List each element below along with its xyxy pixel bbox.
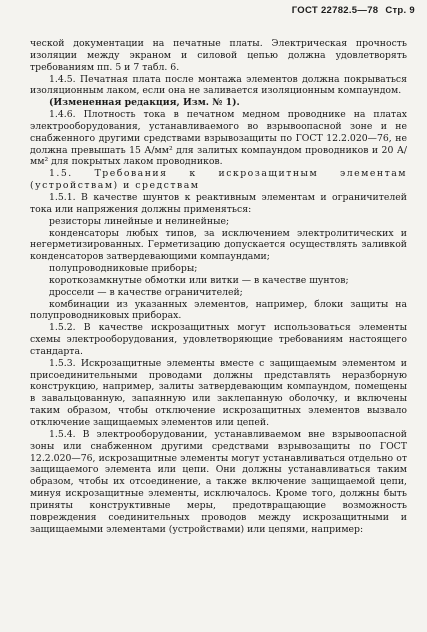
list-item-chokes: дроссели — в качестве ограничителей; [49,286,243,298]
clause-1-5-3: 1.5.3. Искрозащитные элементы вместе с защищаемым элементом и присоединительными проводами должны представлять неразборную конструкцию, например, залиты затвердевающим компаундом, помещены в завальцованную, запаянную или заклепанную оболочку, и включены таким образом, чтобы отключение искрозащитных элементов вызвало отключение защищаемых элементов или цепей. [30,357,407,428]
standard-number: ГОСТ 22782.5—78 [291,5,379,16]
section-heading-1-5: 1.5. Требования к искрозащитным элементам (устройствам) и средствам [30,168,407,192]
body-text [30,38,407,535]
list-item-resistors: резисторы линейные и нелинейные; [49,215,230,227]
clause-1-4-6: 1.4.6. Плотность тока в печатном медном проводнике на платах электрооборудования, устанавливаемого во взрывоопасной зоне и не снабженного другими средствами взрывозащиты по ГОСТ 12.2.020—76, не должна превышать 15 А/мм² для залитых компаундом проводников и 20 А/мм² для покрытых лаком проводников. [30,109,407,168]
list-item-combinations: комбинации из указанных элементов, например, блоки защиты на полупроводниковых приборах. [30,298,407,322]
list-item-capacitors: конденсаторы любых типов, за исключением электролитических и негерметизированных. Герметизацию допускается осуществлять заливкой конденсаторов затвердевающими компаундами; [30,227,407,263]
amendment-note: (Измененная редакция, Изм. № 1). [49,97,240,109]
list-item-windings: короткозамкнутые обмотки или витки — в качестве шунтов; [49,274,349,286]
clause-1-5-4: 1.5.4. В электрооборудовании, устанавливаемом вне взрывоопасной зоны или снабженном другими средствами взрывозащиты по ГОСТ 12.2.020—76, искрозащитные элементы могут устанавливаться отдельно от защищаемого элемента или цепи. Они должны устанавливаться таким образом, чтобы их отсоединение, а также включение защищаемой цепи, минуя искрозащитные элементы, исключалось. Кроме того, должны быть приняты конструктивные меры, предотвращающие возможность повреждения соединительных проводов между искрозащитными и защищаемыми элементами (устройствами) или цепями, например: [30,428,407,535]
paragraph-continuation: ческой документации на печатные платы. Электрическая прочность изоляции между экраном и силовой цепью должна удовлетворять требованиям пп. 5 и 7 табл. 6. [30,38,407,73]
clause-1-5-1: 1.5.1. В качестве шунтов к реактивным элементам и ограничителей тока или напряжения должны применяться: [30,191,407,215]
page-header [288,5,415,16]
clause-1-5-2: 1.5.2. В качестве искрозащитных могут использоваться элементы схемы электрооборудования, удовлетворяющие требованиям настоящего стандарта. [30,322,407,357]
list-item-semiconductors: полупроводниковые приборы; [49,263,198,275]
page-number: Стр. 9 [385,5,415,16]
clause-1-4-5: 1.4.5. Печатная плата после монтажа элементов должна покрываться изоляционным лаком, если она не заливается изоляционным компаундом. [30,73,407,97]
